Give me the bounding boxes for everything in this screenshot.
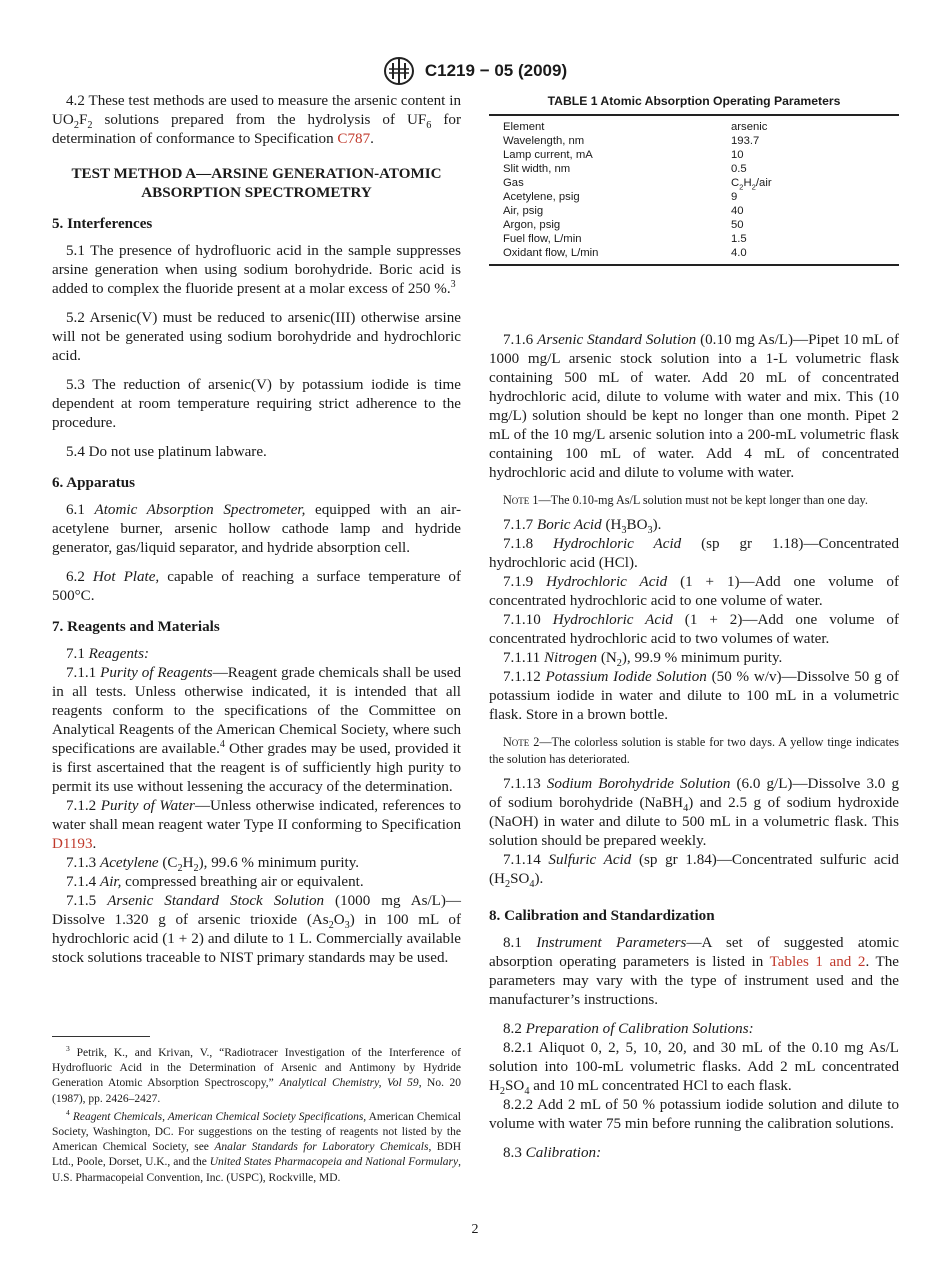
right-column (489, 331, 899, 1163)
paragraph-7-1-3: 7.1.3 Acetylene $(C_2H_2)$, 99.6 % minimum purity. (66, 855, 360, 875)
paragraph-8-1: 8.1 Instrument Parameters—A set of suggested atomic absorption operating parameters is listed in Tables 1 and 2. The parameters may vary with the type of instrument used and the manufacturer’s instructions. (489, 935, 899, 1008)
note-2: Note 2—The colorless solution is stable for two days. A yellow tinge indicates the solution has deteriorated. (489, 735, 900, 766)
paragraph-7-1-7: 7.1.7 Boric Acid $(H_3BO_3)$. (503, 517, 662, 537)
parameters-table (489, 114, 899, 266)
table-row: Element arsenic (503, 121, 768, 134)
standard-designation: C1219 − 05 (2009) (424, 61, 568, 80)
table-1 (489, 94, 899, 266)
note-1: Note 1—The 0.10-mg As/L solution must not be kept longer than one day. (503, 493, 868, 507)
paragraph-7-1-5: 7.1.5 Arsenic Standard Stock Solution (1000 mg As/L)—Dissolve 1.320 g of arsenic trioxide $(As_2O_3)$ in 100 mL of hydrochloric acid (1 + 2) and dilute to 1 L. Commercially available stock solutions traceable to NIST primary standards may be used. (52, 893, 462, 966)
table-row: Wavelength, nm 193.7 (503, 135, 760, 148)
paragraph-7-1-2: 7.1.2 Purity of Water—Unless otherwise indicated, references to water shall mean reagent water Type II conforming to Specification D1193. (52, 798, 461, 852)
spec-d1193-link[interactable]: D1193 (52, 836, 93, 852)
footnote-ref-3[interactable]: 3 (450, 278, 456, 290)
paragraph-8-3: 8.3 Calibration: (503, 1145, 602, 1161)
footnote-3: $^3$ Petrik, K., and Krivan, V., “Radiotracer Investigation of the Interference of Hydrofluoric Acid in the Determination of Arsenic and Antimony by Hydride Generation Atomic Absorption Spectroscopy,” Analytical Chemistry, Vol 59, No. 20 (1987), pp. 2426–2427. (52, 1044, 461, 1105)
paragraph-7-1-9: 7.1.9 Hydrochloric Acid (1 + 1)—Add one volume of concentrated hydrochloric acid to one volume of water. (489, 574, 900, 609)
section-6-title: 6. Apparatus (52, 475, 136, 491)
page-header (0, 56, 950, 86)
table-row: Air, psig 40 (503, 205, 744, 218)
paragraph-7-1-1: 7.1.1 Purity of Reagents—Reagent grade chemicals shall be used in all tests. Unless otherwise indicated, it is intended that all reagents conform to the specifications of the Committee on Analytical Reagents of the American Chemical Society, where such specifications are available.$^4$ Other grades may be used, provided it is first ascertained that the reagent is of sufficiently high purity to permit its use without lessening the accuracy of the determination. (52, 665, 462, 795)
table-row: Lamp current, mA 10 (503, 149, 744, 162)
spec-c787-link[interactable]: C787 (337, 131, 371, 147)
paragraph-7-1-8: 7.1.8 Hydrochloric Acid (sp gr 1.18)—Concentrated hydrochloric acid (HCl). (489, 536, 900, 571)
paragraph-5-3: 5.3 The reduction of arsenic(V) by potassium iodide is time dependent at room temperature requiring strict adherence to the procedure. (52, 377, 461, 431)
tables-1-and-2-link[interactable]: Tables 1 and 2 (769, 954, 866, 970)
left-column (52, 92, 461, 968)
paragraph-7-1-11: 7.1.11 Nitrogen $(N_2)$, 99.9 % minimum purity. (503, 650, 783, 670)
paragraph-7-1-13: 7.1.13 Sodium Borohydride Solution (6.0 g/L)—Dissolve 3.0 g of sodium borohydride (NaBH$_4$) and 2.5 g of sodium hydroxide (NaOH) in water and dilute to 500 mL in a volumetric flask. This solution should be prepared weekly. (489, 776, 899, 849)
page-number: 2 (471, 1222, 479, 1237)
table-row: Argon, psig 50 (503, 219, 744, 232)
footnote-ref-4[interactable]: 4 (219, 738, 225, 750)
section-8-title: 8. Calibration and Standardization (489, 908, 715, 924)
paragraph-5-4: 5.4 Do not use platinum labware. (66, 444, 267, 460)
paragraph-7-1-4: 7.1.4 Air, compressed breathing air or equivalent. (66, 874, 364, 890)
paragraph-7-1-10: 7.1.10 Hydrochloric Acid (1 + 2)—Add one volume of concentrated hydrochloric acid to two volumes of water. (489, 612, 900, 647)
table-row: Oxidant flow, L/min 4.0 (503, 247, 747, 260)
paragraph-7-1-6: 7.1.6 Arsenic Standard Solution (0.10 mg As/L)—Pipet 10 mL of 1000 mg/L arsenic stock solution into a 1-L volumetric flask containing 500 mL of water. Add 20 mL of concentrated hydrochloric acid, dilute to volume with water and mix. This (10 mg/L) solution should be kept no longer than one month. Pipet 2 mL of the 10 mg/L arsenic solution into a 200-mL volumetric flask containing 100 mL of water. Add 4 mL of concentrated hydrochloric acid and dilute to volume with water. (489, 332, 899, 481)
paragraph-7-1-12: 7.1.12 Potassium Iodide Solution (50 % w/v)—Dissolve 50 g of potassium iodide in water and dilute to 100 mL in a volumetric flask. Store in a brown bottle. (489, 669, 899, 723)
footnote-4: $^4$ Reagent Chemicals, American Chemical Society Specifications, American Chemical Society, Washington, DC. For suggestions on the testing of reagents not listed by the American Chemical Society, see Analar Standards for Laboratory Chemicals, BDH Ltd., Poole, Dorset, U.K., and the United States Pharmacopeia and National Formulary, U.S. Pharmacopeial Convention, Inc. (USPC), Rockville, MD. (52, 1107, 462, 1184)
table-row: Gas $C_2H_2$/air (503, 177, 772, 192)
paragraph-5-1: 5.1 The presence of hydrofluoric acid in the sample suppresses arsine generation when using sodium borohydride. Boric acid is added to complex the fluoride present at a molar excess of 250 %.$^3$ (52, 243, 461, 297)
astm-logo-icon (383, 56, 415, 86)
paragraph-4-2: 4.2 These test methods are used to measure the arsenic content in $UO_2F_2$ solutions prepared from the hydrolysis of $UF_6$ for determination of conformance to Specification C787. (52, 93, 461, 147)
paragraph-6-2: 6.2 Hot Plate, capable of reaching a surface temperature of 500°C. (52, 569, 461, 604)
footnotes (52, 1046, 461, 1189)
section-7-title: 7. Reagents and Materials (52, 619, 220, 635)
paragraph-8-2-2: 8.2.2 Add 2 mL of 50 % potassium iodide solution and dilute to volume with water 75 min before running the calibration solutions. (489, 1097, 899, 1132)
paragraph-7-1: 7.1 Reagents: (66, 646, 149, 662)
paragraph-6-1: 6.1 Atomic Absorption Spectrometer, equipped with an air-acetylene burner, arsenic hollow cathode lamp and hydride generator, gas/liquid separator, and hydride absorption cell. (52, 502, 461, 556)
section-5-title: 5. Interferences (52, 216, 153, 232)
paragraph-7-1-14: 7.1.14 Sulfuric Acid (sp gr 1.84)—Concentrated sulfuric acid $(H_2SO_4)$. (489, 852, 899, 891)
table-row: Fuel flow, L/min 1.5 (503, 233, 747, 246)
paragraph-8-2: 8.2 Preparation of Calibration Solutions: (503, 1021, 754, 1037)
footnote-rule (52, 1036, 150, 1037)
method-a-title: TEST METHOD A—ARSINE GENERATION-ATOMIC ABSORPTION SPECTROMETRY (71, 166, 442, 201)
paragraph-5-2: 5.2 Arsenic(V) must be reduced to arsenic(III) otherwise arsine will not be generated using sodium borohydride and hydrochloric acid. (52, 310, 461, 364)
table-row: Slit width, nm 0.5 (503, 163, 747, 176)
table-row: Acetylene, psig 9 (503, 191, 738, 204)
paragraph-8-2-1: 8.2.1 Aliquot 0, 2, 5, 10, 20, and 30 mL of the 0.10 mg As/L solution into 100-mL volumetric flasks. Add 2 mL concentrated $H_2SO_4$ and 10 mL concentrated HCl to each flask. (489, 1040, 899, 1098)
table-1-title: TABLE 1 Atomic Absorption Operating Parameters (547, 94, 841, 108)
